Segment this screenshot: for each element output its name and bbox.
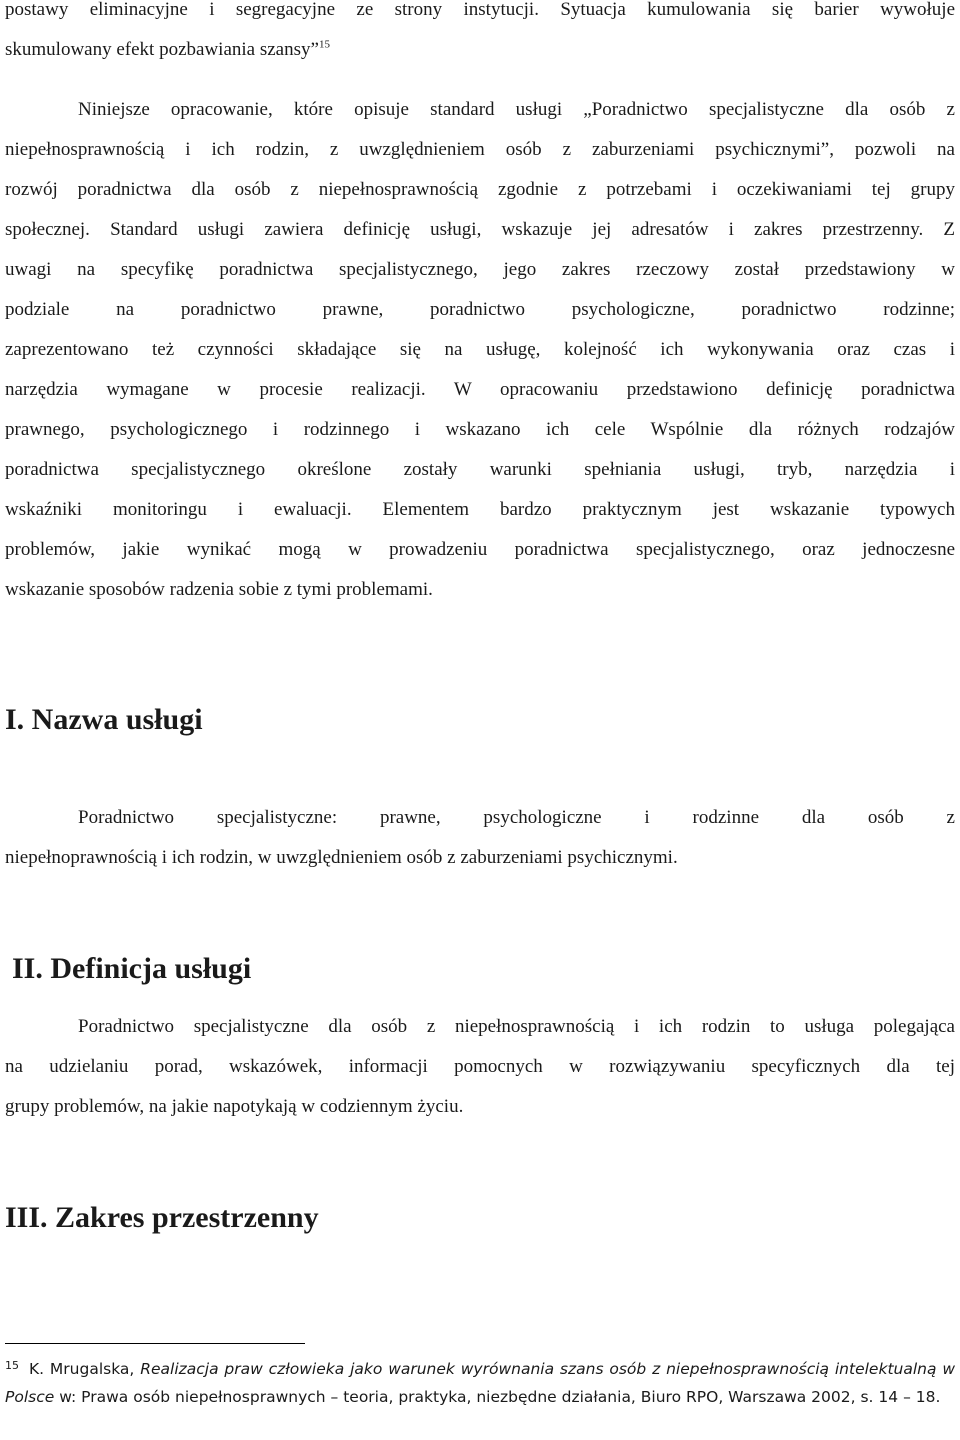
paragraph-line: poradnictwa specjalistycznego określone zostały warunki spełniania usługi, tryb, narzędzia i [5,459,955,480]
intro-text [5,0,955,70]
paragraph-line: zaprezentowano też czynności składające się na usługę, kolejność ich wykonywania oraz czas i [5,339,955,360]
footnote-author: K. Mrugalska, [29,1360,141,1378]
paragraph-line: wskaźniki monitoringu i ewaluacji. Elementem bardzo praktycznym jest wskazanie typowych [5,499,955,520]
intro-line-2 [5,30,955,70]
footnote-number: 15 [5,1359,19,1372]
footnote-source: w: Prawa osób niepełnosprawnych – teoria, praktyka, niezbędne działania, Biuro RPO, Warszawa 2002, s. 14 – 18. [54,1388,941,1406]
footnote-title: Realizacja praw człowieka jako warunek wyrównania szans osób z niepełnosprawnością intelektualną w Polsce [5,1360,955,1406]
section-heading-scope: III. Zakres przestrzenny [5,1201,319,1234]
section-line: na udzielaniu porad, wskazówek, informacji pomocnych w rozwiązywaniu specyficznych dla tej [5,1056,955,1077]
paragraph-line: rozwój poradnictwa dla osób z niepełnosprawnością zgodnie z potrzebami i oczekiwaniami tej grupy [5,179,955,200]
section-definition-body [5,1007,955,1127]
paragraph-line: prawnego, psychologicznego i rodzinnego i wskazano ich cele Wspólnie dla różnych rodzajów [5,419,955,440]
intro-line-2-text: skumulowany efekt pozbawiania szansy” [5,39,319,60]
footnote-reference[interactable]: 15 [318,38,330,51]
paragraph-line: uwagi na specyfikę poradnictwa specjalistycznego, jego zakres rzeczowy został przedstawiony w [5,259,955,280]
section-line: grupy problemów, na jakie napotykają w codziennym życiu. [5,1096,464,1117]
paragraph-line: społecznej. Standard usługi zawiera definicję usługi, wskazuje jej adresatów i zakres przestrzenny. Z [5,219,955,240]
paragraph-line: Niniejsze opracowanie, które opisuje standard usługi „Poradnictwo specjalistyczne dla osób z [78,99,955,120]
paragraph-line: wskazanie sposobów radzenia sobie z tymi problemami. [5,579,433,600]
section-line: Poradnictwo specjalistyczne dla osób z niepełnosprawnością i ich rodzin to usługa polegająca [78,1016,955,1037]
section-line: Poradnictwo specjalistyczne: prawne, psychologiczne i rodzinne dla osób z [78,807,955,828]
section-heading-name: I. Nazwa usługi [5,703,203,736]
footnote [5,1352,955,1411]
paragraph-line: podziale na poradnictwo prawne, poradnictwo psychologiczne, poradnictwo rodzinne; [5,299,955,320]
paragraph-line: niepełnosprawnością i ich rodzin, z uwzględnieniem osób z zaburzeniami psychicznymi”, pozwoli na [5,139,955,160]
paragraph-line: narzędzia wymagane w procesie realizacji. W opracowaniu przedstawiono definicję poradnictwa [5,379,955,400]
footnote-separator [5,1343,305,1344]
paragraph-overview [5,90,955,610]
paragraph-line: problemów, jakie wynikać mogą w prowadzeniu poradnictwa specjalistycznego, oraz jednoczesne [5,539,955,560]
section-line: niepełnoprawnością i ich rodzin, w uwzględnieniem osób z zaburzeniami psychicznymi. [5,847,678,868]
intro-line-1: postawy eliminacyjne i segregacyjne ze strony instytucji. Sytuacja kumulowania się barier wywołuje [5,0,955,20]
section-heading-definition: II. Definicja usługi [12,952,252,985]
section-name-body [5,798,955,878]
